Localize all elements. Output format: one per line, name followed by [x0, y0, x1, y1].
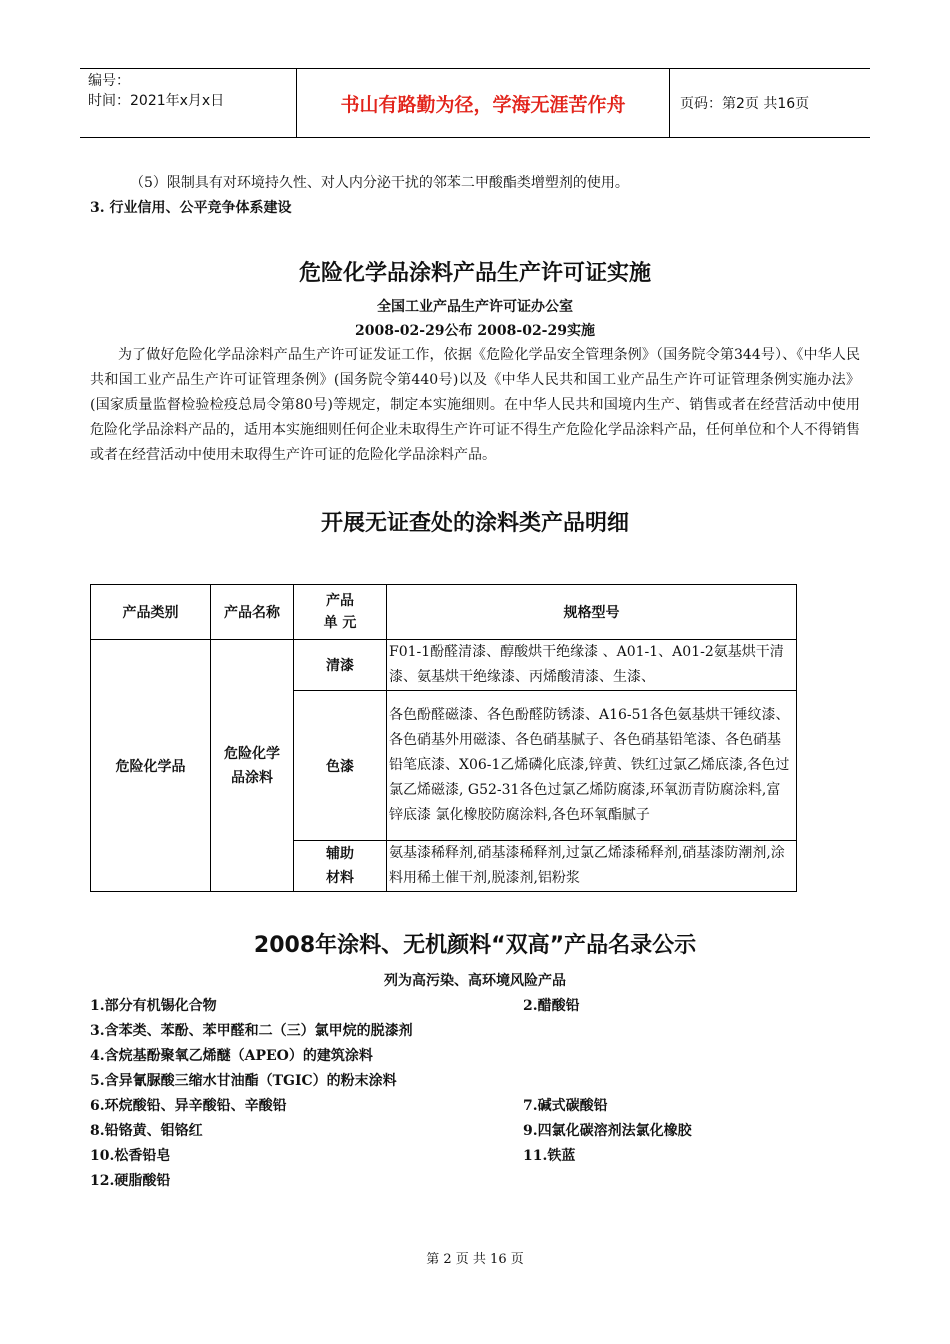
column-header: 规格型号	[387, 585, 797, 640]
spec-cell: F01-1酚醛清漆、醇酸烘干绝缘漆 、A01-1、A01-2氨基烘干清漆、氨基烘干绝缘漆、丙烯酸清漆、生漆、	[387, 640, 797, 691]
product-table	[90, 584, 797, 892]
column-header: 产品类别	[91, 585, 211, 640]
list-item: 8.铅铬黄、钼铬红	[90, 1123, 203, 1139]
article-body: 为了做好危险化学品涂料产品生产许可证发证工作，依据《危险化学品安全管理条例》（国务院令第344号）、《中华人民共和国工业产品生产许可证管理条例》(国务院令第440号)以及《中华人民共和国工业产品生产许可证管理条例实施办法》(国家质量监督检验检疫总局令第80号)等规定，制定本实施细则。在中华人民共和国境内生产、销售或者在经营活动中使用危险化学品涂料产品的，适用本实施细则任何企业未取得生产许可证不得生产危险化学品涂料产品，任何单位和个人不得销售或者在经营活动中使用未取得生产许可证的危险化学品涂料产品。	[90, 347, 860, 463]
list-item: 7.碱式碳酸铅	[523, 1098, 608, 1114]
list-subtitle: 列为高污染、高环境风险产品	[384, 973, 566, 989]
table-header-row	[91, 585, 797, 640]
document-number-label: 编号：	[88, 73, 130, 89]
page-header	[80, 68, 870, 138]
page-footer: 第 2 页 共 16 页	[426, 1252, 524, 1267]
list-title: 2008年涂料、无机颜料“双高”产品名录公示	[253, 933, 697, 958]
column-header: 产品名称	[211, 585, 294, 640]
list-item: 5.含异氰脲酸三缩水甘油酯（TGIC）的粉末涂料	[90, 1073, 397, 1089]
product-name-cell: 危险化学 品涂料	[211, 640, 294, 892]
list-item: 10.松香铅皂	[90, 1148, 171, 1164]
intro-line: （5）限制具有对环境持久性、对人内分泌干扰的邻苯二甲酸酯类增塑剂的使用。	[130, 175, 629, 191]
unit-cell: 清漆	[294, 640, 387, 691]
list-item: 12.硬脂酸铅	[90, 1173, 171, 1189]
header-page-number: 页码：第2页 共16页	[680, 96, 810, 112]
article-title: 危险化学品涂料产品生产许可证实施	[298, 261, 651, 286]
list-item: 1.部分有机锡化合物	[90, 998, 217, 1014]
spec-cell: 各色酚醛磁漆、各色酚醛防锈漆、A16-51各色氨基烘干锤纹漆、各色硝基外用磁漆、各色硝基腻子、各色硝基铅笔漆、各色硝基铅笔底漆、X06-1乙烯磷化底漆,锌黄、铁红过氯乙烯底漆,各色过氯乙烯磁漆, G52-31各色过氯乙烯防腐漆,环氧沥青防腐涂料,富锌底漆 氯化橡胶防腐涂料,各色环氧酯腻子	[387, 691, 797, 841]
document-date: 时间：2021年x月x日	[88, 93, 225, 109]
unit-cell: 色漆	[294, 691, 387, 841]
category-cell: 危险化学品	[91, 640, 211, 892]
column-header: 产品 单 元	[294, 585, 387, 640]
list-item: 9.四氯化碳溶剂法氯化橡胶	[523, 1123, 692, 1139]
publish-dates: 2008-02-29公布 2008-02-29实施	[355, 323, 595, 339]
table-title: 开展无证查处的涂料类产品明细	[320, 511, 629, 536]
unit-cell: 辅助 材料	[294, 841, 387, 892]
issuing-office: 全国工业产品生产许可证办公室	[377, 299, 573, 315]
list-item: 11.铁蓝	[523, 1148, 576, 1164]
section-heading: 3. 行业信用、公平竞争体系建设	[90, 200, 292, 216]
list-item: 2.醋酸铅	[523, 998, 580, 1014]
spec-cell: 氨基漆稀释剂,硝基漆稀释剂,过氯乙烯漆稀释剂,硝基漆防潮剂,涂料用稀土催干剂,脱漆剂,铝粉浆	[387, 841, 797, 892]
table-row	[91, 640, 797, 691]
list-item: 3.含苯类、苯酚、苯甲醛和二（三）氯甲烷的脱漆剂	[90, 1023, 413, 1039]
header-meta	[80, 69, 297, 137]
list-item: 4.含烷基酚聚氧乙烯醚（APEO）的建筑涂料	[90, 1048, 373, 1064]
header-motto: 书山有路勤为径，学海无涯苦作舟	[297, 69, 670, 137]
list-item: 6.环烷酸铅、异辛酸铅、辛酸铅	[90, 1098, 287, 1114]
